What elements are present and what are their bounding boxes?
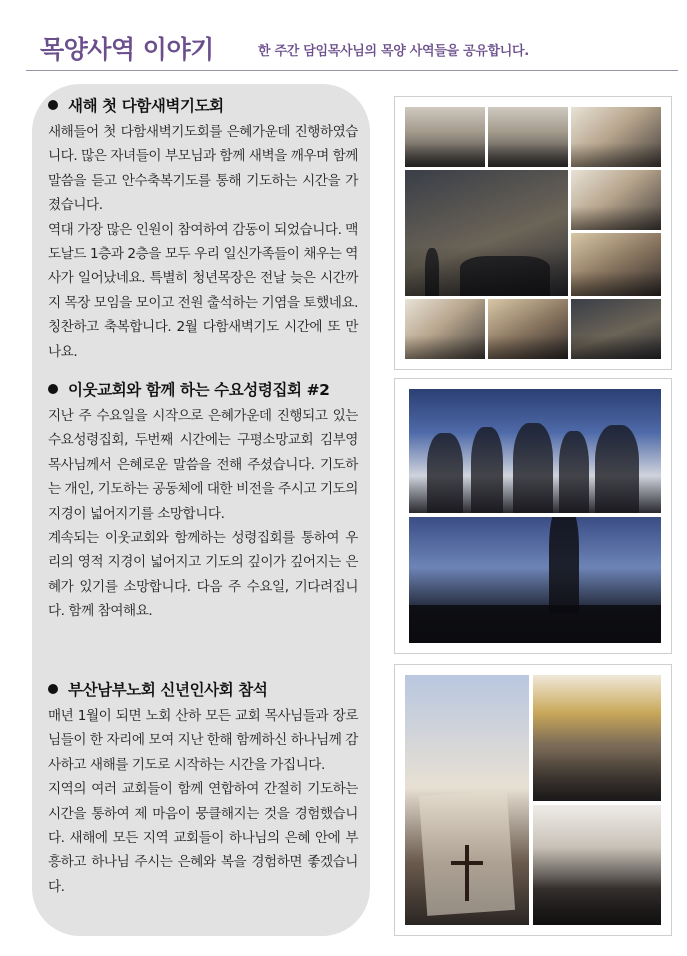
section-title: 이웃교회와 함께 하는 수요성령집회 #2 bbox=[48, 378, 358, 400]
photo bbox=[405, 170, 568, 296]
bullet-icon bbox=[48, 384, 58, 394]
photo bbox=[409, 517, 661, 643]
section-dawn-prayer bbox=[48, 94, 358, 364]
photo bbox=[571, 299, 661, 359]
section-title: 새해 첫 다함새벽기도회 bbox=[48, 94, 358, 116]
photo bbox=[405, 675, 529, 925]
photo-collage-presbytery-greeting bbox=[394, 664, 672, 936]
photo bbox=[533, 675, 661, 801]
bullet-icon bbox=[48, 684, 58, 694]
page-title: 목양사역 이야기 bbox=[40, 35, 214, 64]
photo-collage-dawn-prayer bbox=[394, 96, 672, 370]
photo-collage-wednesday-meeting bbox=[394, 378, 672, 654]
photo bbox=[488, 299, 568, 359]
section-wednesday-meeting bbox=[48, 378, 358, 624]
paragraph: 역대 가장 많은 인원이 참여하여 감동이 되었습니다. 맥도날드 1층과 2층을 모두 우리 일신가족들이 채우는 역사가 일어났네요. 특별히 청년목장은 전날 늦은 시간까지 목장 모임을 모이고 전원 출석하는 기염을 토했네요. 칭찬하고 축복합니다. 2월 다함새벽기도 시간에 또 만나요. bbox=[48, 221, 358, 360]
paragraph: 매년 1월이 되면 노회 산하 모든 교회 목사님들과 장로님들이 한 자리에 모여 지난 한해 함께하신 하나님께 감사하고 새해를 기도로 시작하는 시간을 가집니다. bbox=[48, 708, 358, 773]
paragraph: 지역의 여러 교회들이 함께 연합하여 간절히 기도하는 시간을 통하여 제 마음이 뭉클해지는 것을 경험했습니다. 새해에 모든 지역 교회들이 하나님의 은혜 안에 부흥하고 하나님 주시는 은혜와 복을 경험하면 좋겠습니다. bbox=[48, 781, 358, 895]
photo bbox=[533, 805, 661, 925]
section-body bbox=[48, 404, 358, 624]
photo bbox=[405, 299, 485, 359]
section-title: 부산남부노회 신년인사회 참석 bbox=[48, 678, 358, 700]
photo bbox=[405, 107, 485, 167]
photo bbox=[409, 389, 661, 513]
photo bbox=[571, 233, 661, 296]
photo bbox=[488, 107, 568, 167]
page-subtitle: 한 주간 담임목사님의 목양 사역들을 공유합니다. bbox=[258, 44, 529, 59]
bullet-icon bbox=[48, 100, 58, 110]
photo bbox=[571, 107, 661, 167]
paragraph: 지난 주 수요일을 시작으로 은혜가운데 진행되고 있는 수요성령집회, 두번째 시간에는 구평소망교회 김부영 목사님께서 은혜로운 말씀을 전해 주셨습니다. 기도하는 개인, 기도하는 공동체에 대한 비전을 주시고 기도의 지경이 넓어지기를 소망합니다. bbox=[48, 408, 358, 522]
section-presbytery-greeting bbox=[48, 678, 358, 899]
section-body bbox=[48, 120, 358, 364]
page-header bbox=[26, 28, 678, 71]
section-body bbox=[48, 704, 358, 899]
paragraph: 새해들어 첫 다함새벽기도회를 은혜가운데 진행하였습니다. 많은 자녀들이 부모님과 함께 새벽을 깨우며 함께 말씀을 듣고 안수축복기도를 통해 기도하는 시간을 가졌습니다. bbox=[48, 124, 358, 214]
paragraph: 계속되는 이웃교회와 함께하는 성령집회를 통하여 우리의 영적 지경이 넓어지고 기도의 깊이가 깊어지는 은혜가 있기를 소망합니다. 다음 주 수요일, 기다려집니다. 함께 참여해요. bbox=[48, 530, 358, 620]
photo bbox=[571, 170, 661, 230]
